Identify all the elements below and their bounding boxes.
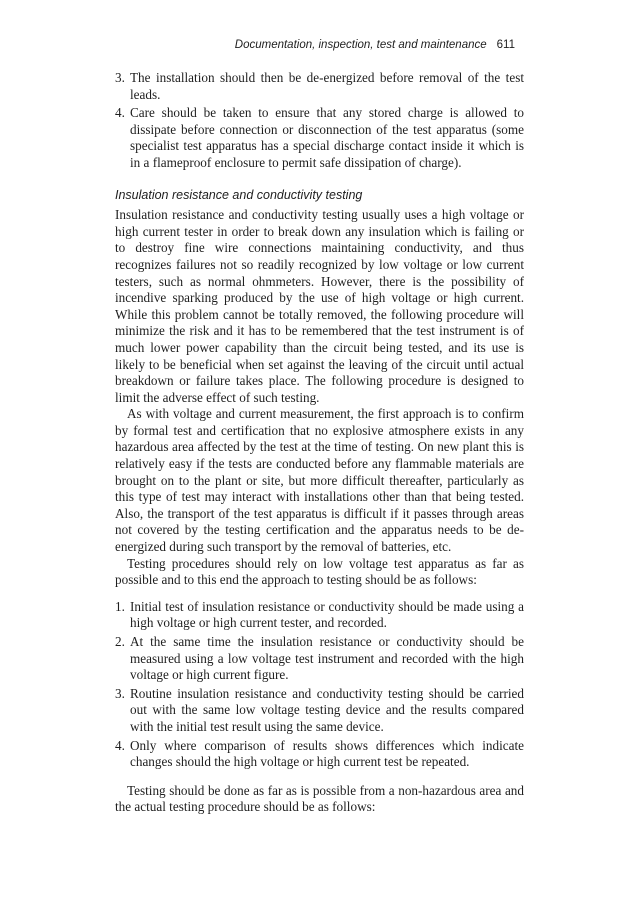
list-item-text: At the same time the insulation resistance or conductivity should be measured using a low voltage test instrument and recorded with the high voltage or high current figure. — [130, 634, 524, 683]
numbered-list-procedure — [115, 599, 524, 771]
list-item — [115, 599, 524, 632]
list-item-text: Only where comparison of results shows differences which indicate changes should the high voltage or high current test be repeated. — [130, 737, 524, 770]
page-number: 611 — [496, 39, 515, 51]
closing-paragraph: Testing should be done as far as is possible from a non-hazardous area and the actual testing procedure should be as follows: — [115, 782, 524, 815]
list-item-text: Initial test of insulation resistance or conductivity should be made using a high voltage or high current tester, and recorded. — [130, 598, 524, 631]
list-item-text: The installation should then be de-energized before removal of the test leads. — [130, 70, 524, 102]
section-heading: Insulation resistance and conductivity testing — [115, 187, 363, 202]
list-item-text: Care should be taken to ensure that any stored charge is allowed to dissipate before connection or disconnection of the test apparatus (some specialist test apparatus has a special discharge contact inside it which is in a flameproof enclosure to permit safe dissipation of charge). — [130, 105, 524, 170]
list-item-number: 3. — [115, 70, 125, 85]
body-text — [115, 70, 524, 816]
list-item-number: 4. — [115, 737, 125, 753]
list-item-text: Routine insulation resistance and conductivity testing should be carried out with the same low voltage testing device and the results compared with the initial test result using the same device. — [130, 685, 524, 734]
list-item — [115, 738, 524, 771]
numbered-list-top — [115, 70, 524, 172]
paragraph: As with voltage and current measurement, the first approach is to confirm by formal test and certification that no explosive atmosphere exists in any hazardous area affected by the test at the time of testing. On new plant this is relatively easy if the tests are conducted before any flammable materials are brought on to the plant or site, but more difficult thereafter, particularly as this type of test may interact with installations other than that being tested. Also, the transport of the test apparatus is difficult if it passes through areas not covered by the testing certification and the apparatus needs to be de-energized during such transport by the removal of batteries, etc. — [115, 406, 524, 555]
list-item — [115, 70, 524, 103]
list-item — [115, 686, 524, 736]
list-item-number: 2. — [115, 634, 125, 649]
list-item-number: 1. — [115, 598, 125, 614]
running-title: Documentation, inspection, test and maintenance — [234, 39, 487, 51]
paragraph: Insulation resistance and conductivity testing usually uses a high voltage or high current tester in order to break down any insulation which is failing or to destroy fine wire connections maintaining conductivity, and thus recognizes failures not so readily recognized by low voltage or low current testers, such as normal ohmmeters. However, there is the possibility of incendive sparking produced by the use of high voltage or high current. While this problem cannot be totally removed, the following procedure will minimize the risk and it has to be remembered that the test instrument is of much lower power capability than the circuit being tested, and its use is likely to be beneficial when set against the leaving of the circuit until actual breakdown or failure takes place. The following procedure is designed to limit the adverse effect of such testing. — [115, 207, 524, 405]
list-item-number: 3. — [115, 685, 125, 701]
paragraph: Testing procedures should rely on low voltage test apparatus as far as possible and to this end the approach to testing should be as follows: — [115, 555, 524, 588]
list-item — [115, 105, 524, 171]
list-item — [115, 634, 524, 684]
list-item-number: 4. — [115, 105, 125, 121]
running-header — [115, 39, 515, 51]
